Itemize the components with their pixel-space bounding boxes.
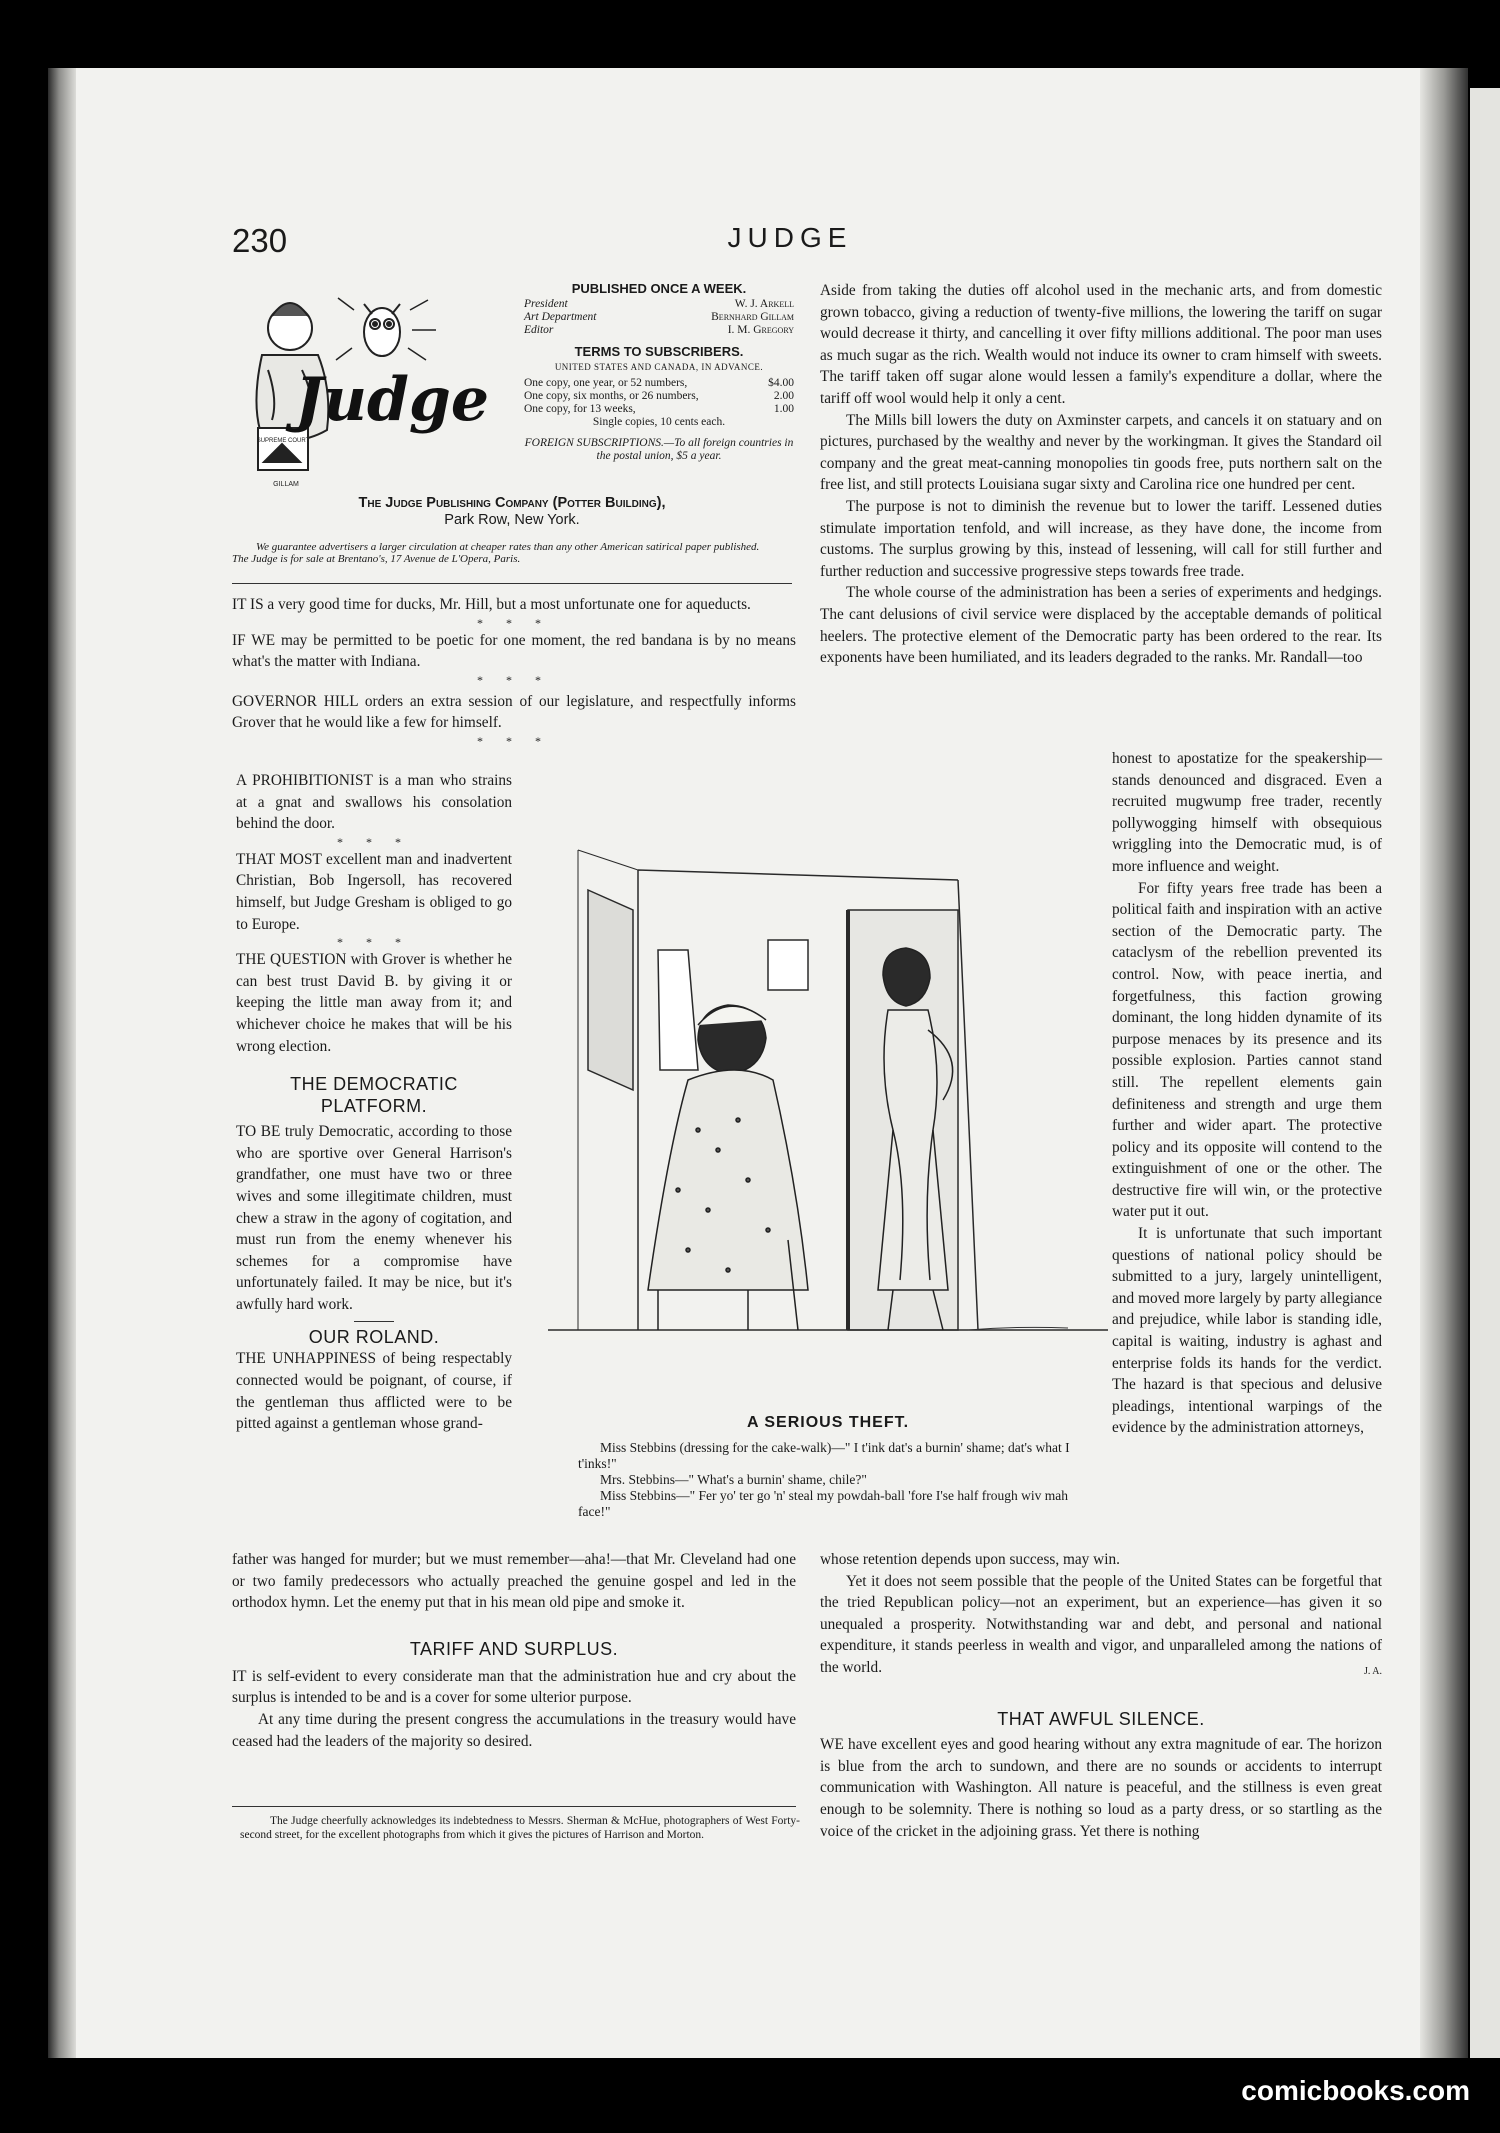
paragraph: At any time during the present congress the accumulations in the treasury would have ceased had the leaders of the majority so desired. <box>232 1710 796 1750</box>
paragraph: IT is self-evident to every considerate man that the administration hue and cry about the surplus is intended to be and is a cover for some ulterior purpose. <box>232 1667 796 1707</box>
platform-heading: THE DEMOCRATIC PLATFORM. <box>290 1074 458 1117</box>
paragraph: The whole course of the administration has been a series of experiments and hedgings. The cant delusions of civil service were displaced by the acceptable demands of political heelers. The protective element of the Democratic party has been ordered to the rear. Its exponents have been humiliated, and its leaders degraded to the ranks. Mr. Randall—too <box>820 584 1382 667</box>
publication-info <box>524 280 794 463</box>
left-narrow-column <box>236 770 512 1435</box>
staff-name: Bernhard Gillam <box>711 311 794 323</box>
single-copy-price: Single copies, 10 cents each. <box>592 416 726 428</box>
right-column <box>820 280 1382 669</box>
paragraph: THE QUESTION with Grover is whether he can best trust David B. by giving it or keeping the little man away from it; and whichever choice he makes that will be his wrong election. <box>236 951 512 1055</box>
masthead-rule <box>232 583 792 584</box>
price-value: 2.00 <box>773 390 794 402</box>
site-watermark: comicbooks.com <box>1241 2075 1470 2106</box>
tariff-heading: TARIFF AND SURPLUS. <box>409 1638 619 1659</box>
terms-heading: TERMS TO SUBSCRIBERS. <box>574 344 744 359</box>
photo-acknowledgment: The Judge cheerfully acknowledges its indebtedness to Messrs. Sherman & McHue, photographers of West Forty-second street, for the excellent photographs from which it gives the pictures of Harrison and Morton. <box>240 1815 800 1841</box>
publisher-name: The Judge Publishing Company (Potter Building), <box>358 495 666 511</box>
section-stars: * * * <box>477 672 551 687</box>
masthead-logo <box>232 280 522 492</box>
publisher-block <box>232 495 792 529</box>
paragraph: The Mills bill lowers the duty on Axminster carpets, and cancels it on statuary and on pictures, purchased by the wealthy and never by the workingman. It gives the Standard oil company and the great meat-canning monopolies tin goods free, puts northern salt on the free list, and still protects Louisiana sugar sixty and Carolina rice one hundred per cent. <box>820 411 1382 494</box>
paragraph: The purpose is not to diminish the revenue but to lower the tariff. Lessened duties stimulate importation tenfold, and will increase, as they have done, the income from customs. The surplus growing by this, instead of lessening, will call for still further and further reduction and successive progressive steps towards free trade. <box>820 497 1382 580</box>
roland-heading: OUR ROLAND. <box>308 1327 440 1348</box>
silence-heading: THAT AWFUL SILENCE. <box>997 1709 1205 1730</box>
publisher-address: Park Row, New York. <box>444 512 580 528</box>
page-fold-shadow <box>1420 68 1468 2058</box>
running-head: JUDGE <box>727 222 853 253</box>
price-label: One copy, one year, or 52 numbers, <box>524 377 688 389</box>
guarantee-text: We guarantee advertisers a larger circulation at cheaper rates than any other American satirical paper published. <box>256 541 760 553</box>
price-value: 1.00 <box>773 403 794 415</box>
paragraph: IT IS a very good time for ducks, Mr. Hill, but a most unfortunate one for aqueducts. <box>232 596 751 613</box>
paragraph: father was hanged for murder; but we must remember—aha!—that Mr. Cleveland had one or two family predecessors who actually preached the genuine gospel and led in the orthodox hymn. Let the enemy put that in his mean old pipe and smoke it. <box>232 1551 796 1612</box>
frequency-heading: PUBLISHED ONCE A WEEK. <box>571 281 747 296</box>
paragraph: For fifty years free trade has been a political faith and inspiration with an active section of the Democratic party. The cataclysm of the rebellion prevented its control. Now, with peace inertia, and forgetfulness, this faction growing dominant, the long hidden dynamite of its purpose menaces by its presence and its possible explosion. Parties cannot stand still. The repellent elements gain definiteness and strength and urge them further and wider apart. The protective policy and its opposite will contend to the extinguishment of one or the other. The destructive fire will win, or the protective water put it out. <box>1112 879 1382 1221</box>
terms-region: UNITED STATES AND CANADA, IN ADVANCE. <box>554 362 764 372</box>
staff-role: Editor <box>524 324 554 336</box>
binding-edge <box>48 68 76 2058</box>
page-number: 230 <box>232 222 288 259</box>
paragraph: It is unfortunate that such important questions of national policy should be submitted to a jury, largely unintelligent, and moved more largely by party allegiance and prejudice, while labor is standing idle, capital is waiting, industry is aghast and enterprise folds its hands for the verdict. The hazard is that specious and delusive pleadings, intentional warpings of the evidence by the administration attorneys, <box>1112 1225 1382 1437</box>
staff-role: President <box>524 298 568 310</box>
foreign-subscriptions: FOREIGN SUBSCRIPTIONS.—To all foreign countries in the postal union, $5 a year. <box>524 437 794 462</box>
box-label: SUPREME COURT <box>256 438 310 444</box>
roland-continuation <box>232 1549 796 1752</box>
author-signature: J. A. <box>1363 1665 1382 1677</box>
price-row <box>524 403 794 416</box>
right-narrow-column <box>1112 748 1382 1439</box>
next-page-edge <box>1470 88 1500 2058</box>
illustration-caption <box>578 1440 1098 1520</box>
price-row <box>524 377 794 390</box>
paris-sale-note: The Judge is for sale at Brentano's, 17 Avenue de L'Opera, Paris. <box>232 553 521 565</box>
price-row <box>524 390 794 403</box>
paragraph: THAT MOST excellent man and inadvertent Christian, Bob Ingersoll, has recovered himself, but Judge Gresham is obliged to go to Europe. <box>236 850 512 933</box>
advertiser-guarantee <box>232 541 792 565</box>
price-label: One copy, six months, or 26 numbers, <box>524 390 699 402</box>
footer-rule <box>232 1806 796 1807</box>
paragraph: WE have excellent eyes and good hearing without any extra magnitude of ear. The horizon is blue from the arch to sundown, and there are no sounds or accidents to interrupt communication with Washington. All nature is peaceful, and the stillness is even great enough to be solemnity. There is nothing so loud as a party dress, or so startling as the voice of the cricket in the adjoining grass. Yet there is nothing <box>820 1736 1382 1840</box>
owl-illustration <box>336 298 436 360</box>
staff-role: Art Department <box>524 311 597 323</box>
right-lower-column <box>820 1549 1382 1842</box>
paragraph: A PROHIBITIONIST is a man who strains at a gnat and swallows his consolation behind the door. <box>236 772 512 833</box>
caption-line: Miss Stebbins—" Fer yo' ter go 'n' steal my powdah-ball 'fore I'se half frough wiv mah face!" <box>578 1488 1068 1519</box>
paragraph: TO BE truly Democratic, according to those who are sportive over General Harrison's grandfather, one must have two or three wives and some illegitimate children, must chew a straw in the agony of cogitation, and must run from the enemy whenever his schemes for a compromise have unfortunately failed. It may be nice, but it's awfully hard work. <box>236 1123 512 1313</box>
short-rule <box>354 1321 394 1322</box>
paragraph: THE UNHAPPINESS of being respectably connected would be poignant, of course, if the gentleman thus afflicted were to be pitted against a gentleman whose grand- <box>236 1350 512 1433</box>
paragraph: Yet it does not seem possible that the people of the United States can be forgetful that the tried Republican policy—not an experiment, but an experience—has given it so unequaled a prosperity. Notwithstanding war and debt, and personal and national expenditure, it stands peerless in wealth and vigor, and unparalleled among the nations of the world. <box>820 1572 1382 1676</box>
paragraph: whose retention depends upon success, may win. <box>820 1551 1120 1568</box>
staff-row <box>524 298 794 311</box>
price-value: $4.00 <box>768 377 794 389</box>
section-stars: * * * <box>337 834 411 849</box>
artist-signature: GILLAM <box>273 481 299 488</box>
price-label: One copy, for 13 weeks, <box>524 403 636 415</box>
illustration-title: A SERIOUS THEFT. <box>746 1414 910 1431</box>
paragraph: honest to apostatize for the speakership—stands denounced and disgraced. Even a recruited mugwump free trader, recently pollywogging himself with obsequious wriggling into the Democratic mud, is of more influence and weight. <box>1112 750 1382 875</box>
staff-name: W. J. Arkell <box>734 298 794 310</box>
paragraph: GOVERNOR HILL orders an extra session of our legislature, and respectfully informs Grover that he would like a few for himself. <box>232 692 796 732</box>
staff-row <box>524 324 794 337</box>
paragraph: IF WE may be permitted to be poetic for one moment, the red bandana is by no means what's the matter with Indiana. <box>232 631 796 671</box>
cartoon-illustration <box>548 770 1108 1382</box>
caption-line: Mrs. Stebbins—" What's a burnin' shame, chile?" <box>600 1472 867 1487</box>
section-stars: * * * <box>477 733 551 748</box>
editorial-paragraphs <box>232 594 796 748</box>
staff-name: I. M. Gregory <box>727 324 794 336</box>
staff-row <box>524 311 794 324</box>
caption-line: Miss Stebbins (dressing for the cake-walk)—" I t'ink dat's a burnin' shame; dat's what I t'inks!" <box>578 1440 1070 1471</box>
section-stars: * * * <box>337 935 411 950</box>
section-stars: * * * <box>477 615 551 630</box>
logo-wordmark: Judge <box>294 365 490 435</box>
paragraph: Aside from taking the duties off alcohol used in the mechanic arts, and from domestic grown tobacco, giving a reduction of twenty-five millions, the lowering the tariff on sugar would decrease it thirty, and cancelling it over fifty millions additional. The poor man uses as much sugar as the rich. Wealth would not induce its owner to cram himself with sweets. The tariff taken off sugar alone would lessen a family's expenditure a dollar, where the tariff off wool would help it only a cent. <box>820 282 1382 407</box>
